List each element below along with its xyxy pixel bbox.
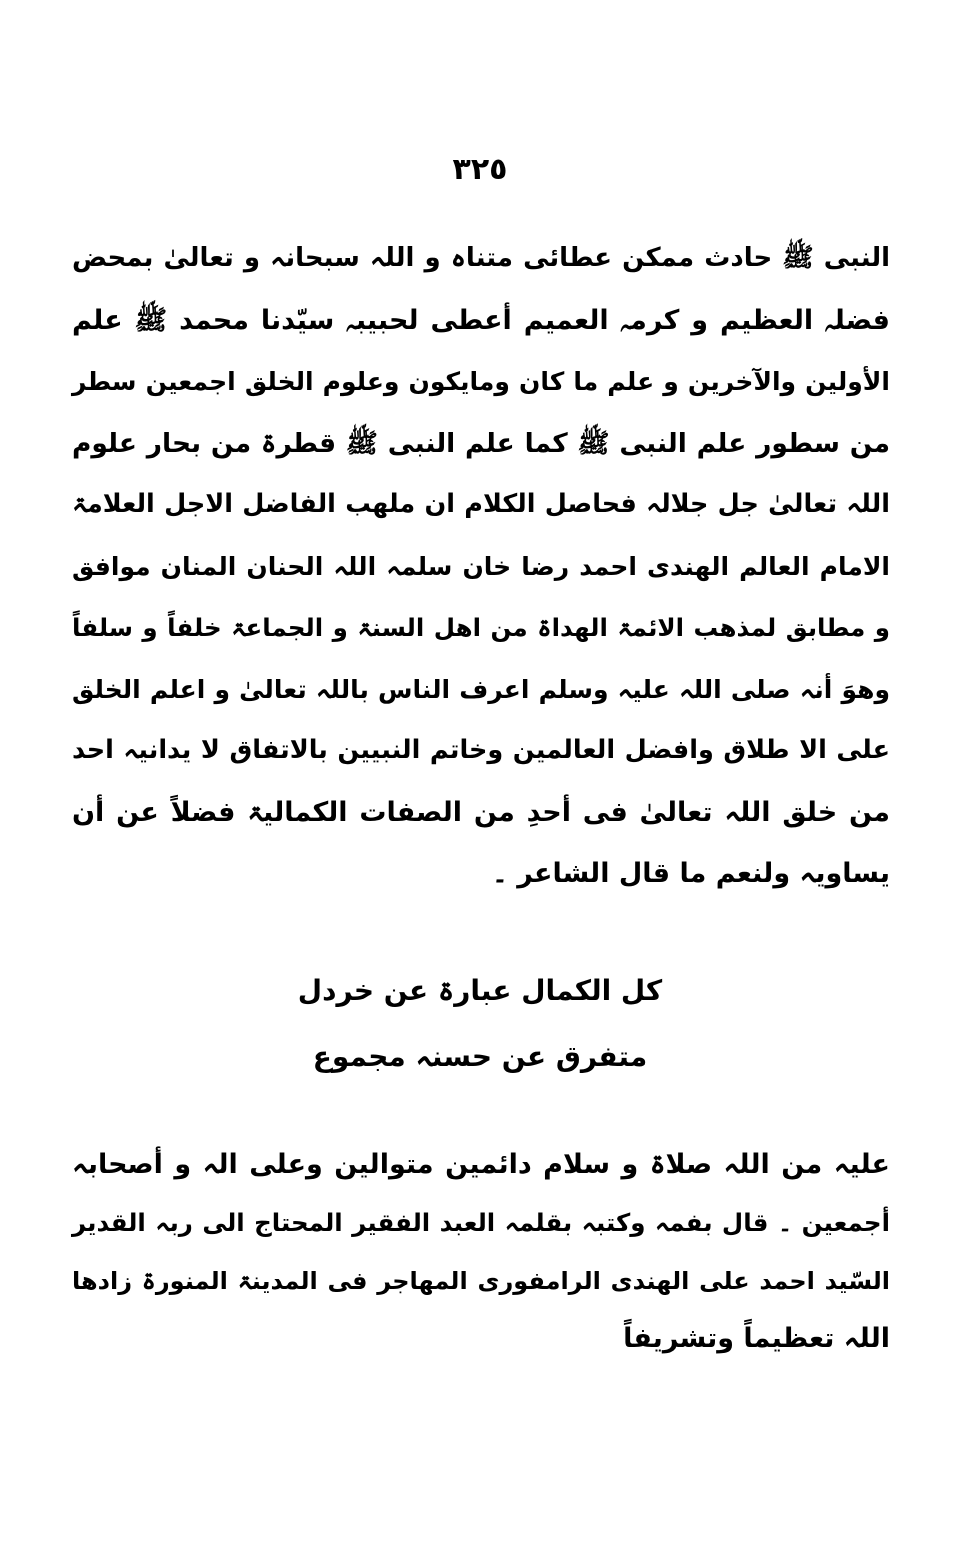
- closing-line: أجمعین ۔ قال بفمہ وکتبہ بقلمہ العبد الفقیر المحتاج الی ربہ القدیر: [72, 1208, 890, 1237]
- page-number: ٣٢٥: [452, 152, 508, 187]
- body-line: علی الا طلاق وافضل العالمین وخاتم النبیین بالاتفاق لا یدانیہ احد: [72, 735, 890, 765]
- closing-line: اللہ تعظیماً وتشریفاً: [623, 1323, 890, 1354]
- body-line: وهوَ أنہ صلی اللہ علیہ وسلم اعرف الناس باللہ تعالیٰ و اعلم الخلق: [72, 674, 890, 704]
- body-line: الامام العالم الهندی احمد رضا خان سلمہ اللہ الحنان المنان موافق: [72, 551, 890, 581]
- body-paragraph: [72, 228, 890, 905]
- body-line: من خلق اللہ تعالیٰ فی أحدِ من الصفات الکمالیۃ فضلاً عن أن: [72, 796, 890, 828]
- closing-paragraph: [72, 1136, 890, 1368]
- closing-line: السّید احمد علی الهندی الرامفوری المهاجر فی المدینۃ المنورۃ زادھا: [72, 1267, 890, 1295]
- verse-line: متفرق عن حسنہ مجموع: [312, 1040, 648, 1073]
- body-line: یساویہ ولنعم ما قال الشاعر ۔: [491, 858, 890, 889]
- poetry-verse: [0, 958, 960, 1090]
- body-line: و مطابق لمذهب الائمۃ الهداۃ من اهل السنۃ و الجماعۃ خلفاً و سلفاً: [72, 613, 890, 642]
- closing-line: علیہ من اللہ صلاۃ و سلام دائمین متوالین وعلی الہ و أصحابہ: [72, 1149, 890, 1180]
- body-line: من سطور علم النبی ﷺ کما علم النبی ﷺ قطرۃ من بحار علوم: [72, 427, 890, 459]
- body-line: الأولین والآخرین و علم ما کان ومایکون وعلوم الخلق اجمعین سطر: [72, 367, 890, 396]
- verse-line: کل الکمال عبارۃ عن خردل: [297, 974, 663, 1007]
- body-line: النبی ﷺ حادث ممکن عطائی متناہ و اللہ سبحانہ و تعالیٰ بمحض: [72, 243, 890, 273]
- body-line: اللہ تعالیٰ جل جلالہ فحاصل الکلام ان ملھب الفاضل الاجل العلامۃ: [72, 489, 890, 519]
- body-line: فضلہ العظیم و کرمہ العمیم أعطی لحبیبہ سیّدنا محمد ﷺ علم: [72, 304, 890, 336]
